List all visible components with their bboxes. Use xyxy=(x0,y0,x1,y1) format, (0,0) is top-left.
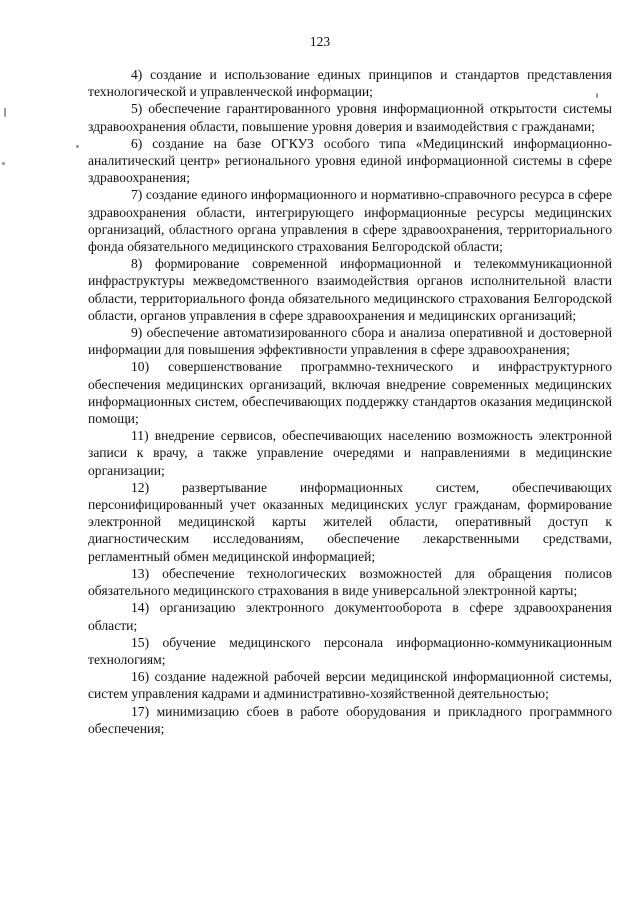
list-item: 14) организацию электронного документооборота в сфере здравоохранения области; xyxy=(88,600,612,633)
list-item: 10) совершенствование программно-технического и инфраструктурного обеспечения медицинских организаций, включая внедрение современных медицинских информационных систем, обеспечивающих поддержку стандартов оказания медицинской помощи; xyxy=(88,359,612,427)
list-item: 9) обеспечение автоматизированного сбора и анализа оперативной и достоверной информации для повышения эффективности управления в сфере здравоохранения; xyxy=(88,325,612,358)
list-item: 13) обеспечение технологических возможностей для обращения полисов обязательного медицинского страхования в виде универсальной электронной карты; xyxy=(88,565,612,599)
list-item: 8) формирование современной информационной и телекоммуникационной инфраструктуры межведомственного взаимодействия органов исполнительной власти области, территориального фонда обязательного медицинского страхования Белгородской области, органов управления в сфере здравоохранения и медицинских организаций; xyxy=(88,256,612,323)
list-item: 5) обеспечение гарантированного уровня информационной открытости системы здравоохранения области, повышение уровня доверия и взаимодействия с гражданами; xyxy=(88,101,612,134)
list-item: 15) обучение медицинского персонала информационно-коммуникационным технологиям; xyxy=(88,634,612,667)
list-item: 11) внедрение сервисов, обеспечивающих населению возможность электронной записи к врачу, а также управление очередями и направлениями в медицинские организации; xyxy=(88,428,612,478)
scan-artifact-mark xyxy=(4,108,6,117)
scan-artifact-mark xyxy=(2,162,5,165)
list-item: 16) создание надежной рабочей версии медицинской информационной системы, систем управления кадрами и административно-хозяйственной деятельностью; xyxy=(88,669,612,702)
list-item: 4) создание и использование единых принципов и стандартов представления технологической и управленческой информации; xyxy=(88,67,612,100)
list-item: 12) развертывание информационных систем, обеспечивающих персонифицированный учет оказанных медицинских услуг гражданам, формирование электронной медицинской карты жителей области, оперативный доступ к диагностическим исследованиям, обеспечение лекарственными средствами, регламентный обмен медицинской информацией; xyxy=(88,479,612,564)
list-item: 7) создание единого информационного и нормативно-справочного ресурса в сфере здравоохранения области, интегрирующего информационные ресурсы медицинских организаций, областного органа управления в сфере здравоохранения, территориального фонда обязательного медицинского страхования Белгородской области; xyxy=(88,187,612,255)
scan-artifact-mark xyxy=(76,145,79,148)
list-item: 6) создание на базе ОГКУЗ особого типа «Медицинский информационно-аналитический центр» регионального уровня единой информационной системы в сфере здравоохранения; xyxy=(88,135,612,186)
page-number: 123 xyxy=(309,34,331,49)
list-item: 17) минимизацию сбоев в работе оборудования и прикладного программного обеспечения; xyxy=(88,703,612,736)
body-text xyxy=(88,66,612,737)
